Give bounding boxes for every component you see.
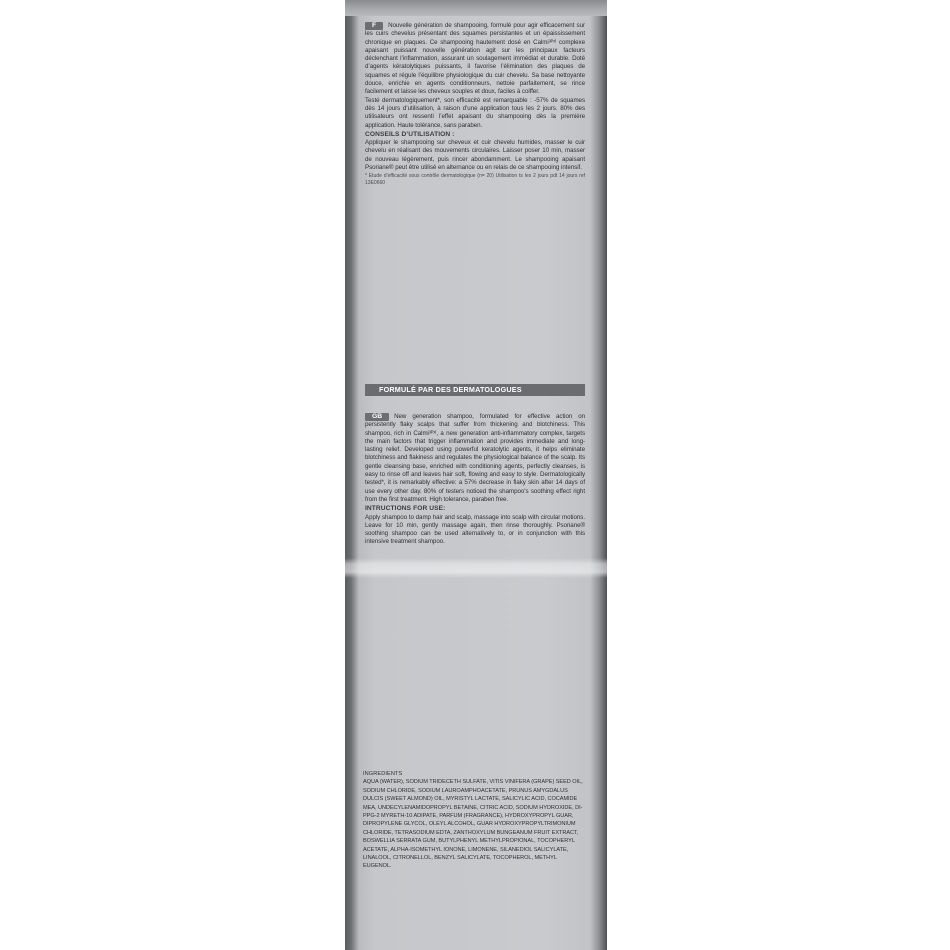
english-intro bbox=[365, 413, 585, 504]
shampoo-box-panel bbox=[345, 0, 607, 950]
ingredients-heading: INGREDIENTS bbox=[363, 771, 403, 777]
ingredients-list: AQUA (WATER), SODIUM TRIDECETH SULFATE, VITIS VINIFERA (GRAPE) SEED OIL, SODIUM CHLORIDE, SODIUM LAUROAMPHOACETATE, PRUNUS AMYGDALUS DULCIS (SWEET ALMOND) OIL, MYRISTYL LACTATE, SALICYLIC ACID, COCAMIDE MEA, UNDECYLENAMIDOPROPYL BETAINE, CITRIC ACID, SODIUM HYDROXIDE, DI-PPG-2 MYRETH-10 ADIPATE, PARFUM (FRAGRANCE), HYDROXYPROPYL GUAR, DIPROPYLENE GLYCOL, OLEYL ALCOHOL, GUAR HYDROXYPROPYLTRIMONIUM CHLORIDE, TETRASODIUM EDTA, ZANTHOXYLUM BUNGEANUM FRUIT EXTRACT, BOSWELLIA SERRATA GUM, BUTYLPHENYL METHYLPROPIONAL, TOCOPHERYL ACETATE, ALPHA-ISOMETHYL IONONE, LIMONENE, SILANEDIOL SALICYLATE, LINALOOL, CITRONELLOL, BENZYL SALICYLATE, TOCOPHEROL, METHYL EUGENOL. bbox=[363, 779, 583, 870]
english-badge: GB bbox=[365, 413, 389, 421]
french-badge: F bbox=[365, 22, 383, 30]
english-usage-text: Apply shampoo to damp hair and scalp, massage into scalp with circular motions. Leave for 10 min, gently massage again, then rinse thoroughly. Psoriane® soothing shampoo can be used alternatively to, or in conjunction with this intensive treatment shampoo. bbox=[365, 513, 585, 546]
french-footnote: * Etude d’efficacité sous contrôle dermatologique (n= 20) Utilisation ts les 2 jours pdt 14 jours ref 13E0660 bbox=[365, 173, 585, 187]
french-intro-text: Nouvelle génération de shampooing, formulé pour agir efficacement sur les cuirs chevelus présentant des squames persistantes et un épaississement chronique en plaques. Ce shampooing hautement dosé en Calmi³ᴾˣˡ complexe apaisant puissant nouvelle génération agit sur les principaux facteurs déclenchant l’inflammation, assurant un soulagement immédiat et durable. Doté d’agents kératolytiques puissants, il favorise l’élimination des plaques de squames et régule l’équilibre physiologique du cuir chevelu. Sa base nettoyante douce, enrichie en agents conditionneurs, nettoie parfaitement, se rince facilement et laisse les cheveux souples et doux, faciles à coiffer. bbox=[365, 22, 585, 96]
french-usage-heading: CONSEILS D’UTILISATION : bbox=[365, 130, 455, 138]
french-intro bbox=[365, 22, 585, 97]
french-usage-text: Appliquer le shampooing sur cheveux et cuir chevelu humides, masser le cuir chevelu en réalisant des mouvements circulaires. Laisser poser 10 min, masser de nouveau légèrement, puis rincer abondamment. Le shampooing apaisant Psoriane® peut être utilisé en alternance ou en relais de ce shampooing intensif. bbox=[365, 139, 585, 172]
box-top-edge bbox=[345, 0, 607, 16]
french-section bbox=[365, 22, 585, 192]
english-intro-text: New generation shampoo, formulated for effective action on persistently flaky scalps that suffer from thickening and blotchiness. This shampoo, rich in Calmi³ᴾˣˡ, a new generation anti-inflammatory complex, targets the main factors that trigger inflammation and provides immediate and long-lasting relief. Developed using powerful keratolytic agents, it helps eliminate blotchiness and flakiness and regulates the physiological balance of the scalp. Its gentle cleansing base, enriched with conditioning agents, perfectly cleanses, is easy to rinse off and leaves hair soft, flowing and easy to style. Dermatologically tested*, it is remarkably effective: a 57% decrease in flaky skin after 14 days of use every other day. 80% of testers noticed the shampoo’s soothing effect right from the first treatment. High tolerance, paraben free. bbox=[365, 413, 585, 503]
english-section bbox=[365, 413, 585, 547]
english-usage-heading: INTRUCTIONS FOR USE: bbox=[365, 505, 446, 513]
dermatologist-banner: FORMULÉ PAR DES DERMATOLOGUES bbox=[365, 384, 585, 396]
ingredients-section bbox=[363, 770, 585, 871]
french-tested-text: Testé dermatologiquement*, son efficacité est remarquable : -57% de squames dès 14 jours d’utilisation, à raison d’une application tous les 2 jours. 80% des utilisateurs ont ressenti l’effet apaisant du shampooing dès la première application. Haute tolérance, sans paraben. bbox=[365, 96, 585, 129]
light-glare bbox=[345, 558, 607, 578]
